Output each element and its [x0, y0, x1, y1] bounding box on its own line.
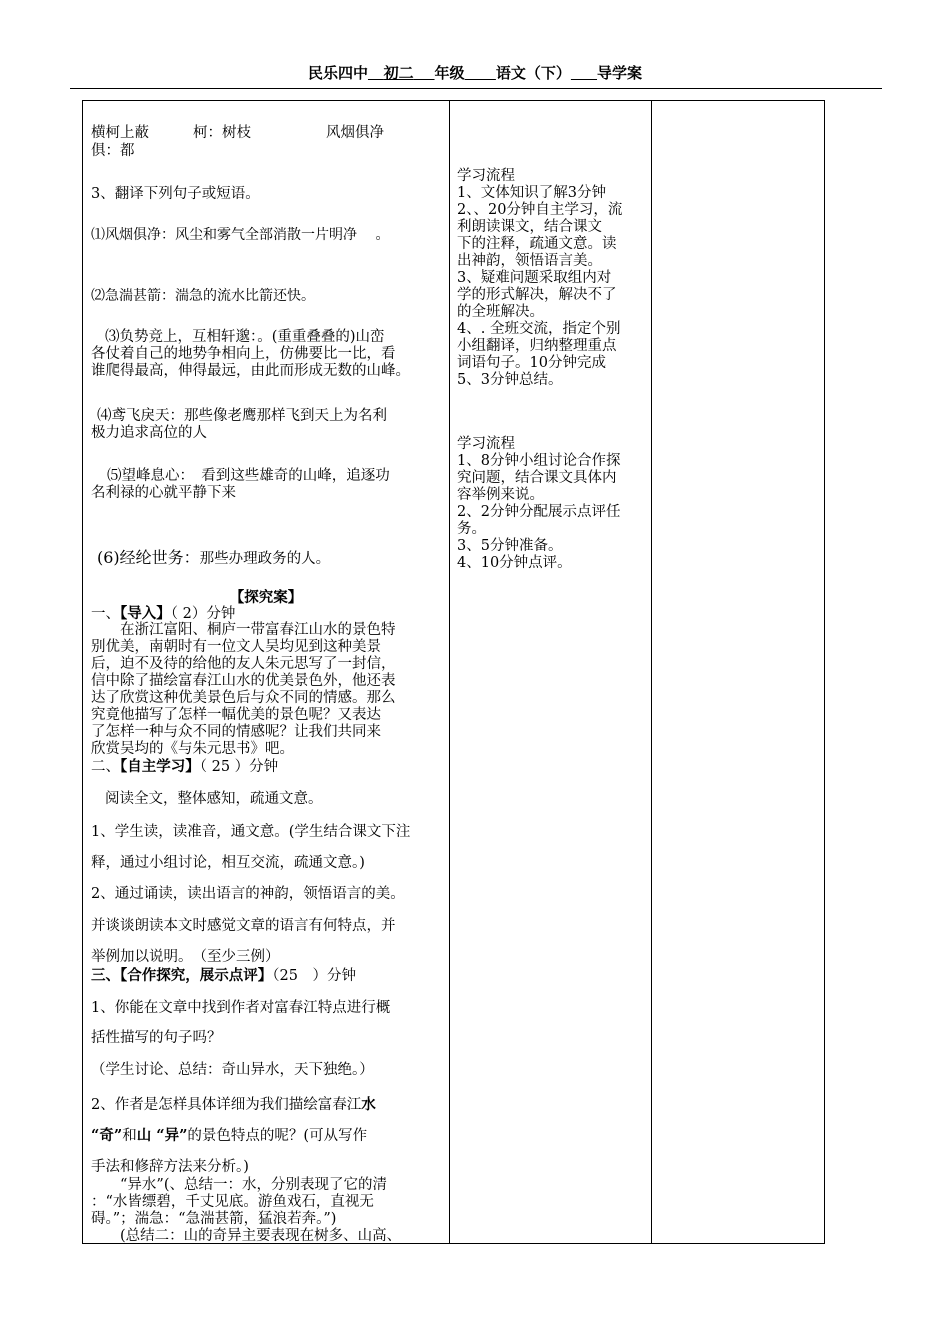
self-study-line: 1、学生读，读准音，通文意。(学生结合课文下注 — [91, 824, 411, 840]
flow-title: 学习流程 — [457, 436, 515, 452]
right-column-blank — [651, 101, 826, 1243]
translation-3: ⑶负势竞上，互相轩邈：。(重重叠叠的)山峦 各仗着自己的地势争相向上，仿佛要比一比，看 谁爬得最高，伸得最远，由此而形成无数的山峰。 — [91, 329, 410, 379]
explore-title: 【探究案】 — [229, 589, 303, 606]
read-all-instruction: 阅读全文，整体感知，疏通文意。 — [105, 791, 323, 807]
page-header — [0, 62, 950, 83]
doc-type: 导学案 — [597, 64, 643, 82]
question-2-line: “奇”和山 “异”的景色特点的呢？(可从写作 — [91, 1127, 368, 1144]
school-name: 民乐四中 — [307, 64, 368, 82]
translation-2: ⑵急湍甚箭：湍急的流水比箭还快。 — [91, 288, 315, 304]
section-2-heading: 二、【自主学习】（ 25 ）分钟 — [91, 758, 279, 775]
coop-line: 括性描写的句子吗？ — [91, 1030, 222, 1046]
coop-line: 1、你能在文章中找到作者对富春江特点进行概 — [91, 1000, 391, 1016]
header-rule — [70, 88, 882, 89]
self-study-line: 2、通过诵读，读出语言的神韵，领悟语言的美。 — [91, 886, 405, 902]
question-3-title: 3、翻译下列句子或短语。 — [91, 186, 260, 202]
vocab-item: 横柯上蔽 — [91, 125, 149, 141]
subject: 语文（下） — [495, 64, 571, 82]
self-study-line: 举例加以说明。 （至少三例） — [91, 949, 280, 965]
flow-title: 学习流程 — [457, 168, 515, 184]
vocab-gloss: 俱：都 — [91, 143, 135, 159]
coop-line: （学生讨论、总结：奇山异水，天下独绝。） — [91, 1062, 374, 1078]
intro-paragraph: 在浙江富阳、桐庐一带富春江山水的景色特 别优美，南朝时有一位文人吴均见到这种美景 后，迫不及待的给他的友人朱元思写了一封信， 信中除了描绘富春江山水的优美景色外，他还表 达了欣赏这种优美景色后与众不同的情感。那么 究竟他描写了怎样一幅优美的景色呢？又表达 了怎样一种与众不同的情感呢？让我们共同来 欣赏吴均的《与朱元思书》吧。 — [91, 622, 396, 757]
vocab-gloss: 柯：树枝 — [193, 125, 251, 141]
section-1-heading: 一、【导入】（ 2）分钟 — [91, 605, 236, 622]
grade-suffix: 年级 — [434, 64, 465, 82]
lesson-table — [82, 100, 825, 1244]
self-study-line: 释，通过小组讨论，相互交流，疏通文意。) — [91, 855, 365, 871]
translation-1: ⑴风烟俱净：风尘和雾气全部消散一片明净 。 — [91, 227, 390, 243]
question-2-line: 2、作者是怎样具体详细为我们描绘富春江水 — [91, 1096, 376, 1113]
translation-4: ⑷鸢飞戾天：那些像老鹰那样飞到天上为名利 极力追求高位的人 — [91, 408, 387, 441]
question-2-line: 手法和修辞方法来分析。) — [91, 1159, 249, 1175]
grade: 初二 — [383, 64, 414, 82]
summary-paragraph: “异水”(、总结一：水，分别表现了它的清 ：“水皆缥碧，千丈见底。游鱼戏石，直视无 碍。”；湍急：“急湍甚箭，猛浪若奔。”) (总结二：山的奇异主要表现在树多、山高、 — [91, 1177, 402, 1244]
column-divider-1 — [449, 101, 450, 1243]
translation-5: ⑸望峰息心： 看到这些雄奇的山峰，追逐功 名利禄的心就平静下来 — [91, 468, 390, 501]
learning-flow-1: 学习流程 1、文体知识了解3分钟 2、、20分钟自主学习，流 利朗读课文，结合课文 下的注释，疏通文意。读 出神韵，领悟语言美。 3、疑难问题采取组内对 学的形式解决，解决不了 的全班解决。 4、. 全班交流，指定个别 小组翻译，归纳整理重点 词语句子。10分钟完成 5、3分钟总结。 — [457, 168, 651, 389]
vocab-item: 风烟俱净 — [326, 125, 384, 141]
translation-6: (6)经纶世务：那些办理政务的人。 — [97, 548, 331, 567]
learning-flow-2: 学习流程 1、8分钟小组讨论合作探 究问题，结合课文具体内 容举例来说。 2、2分钟分配展示点评任 务。 3、5分钟准备。 4、10分钟点评。 — [457, 436, 651, 572]
section-3-heading: 三、【合作探究，展示点评】（25 ）分钟 — [91, 967, 356, 984]
self-study-line: 并谈谈朗读本文时感觉文章的语言有何特点，并 — [91, 918, 396, 934]
